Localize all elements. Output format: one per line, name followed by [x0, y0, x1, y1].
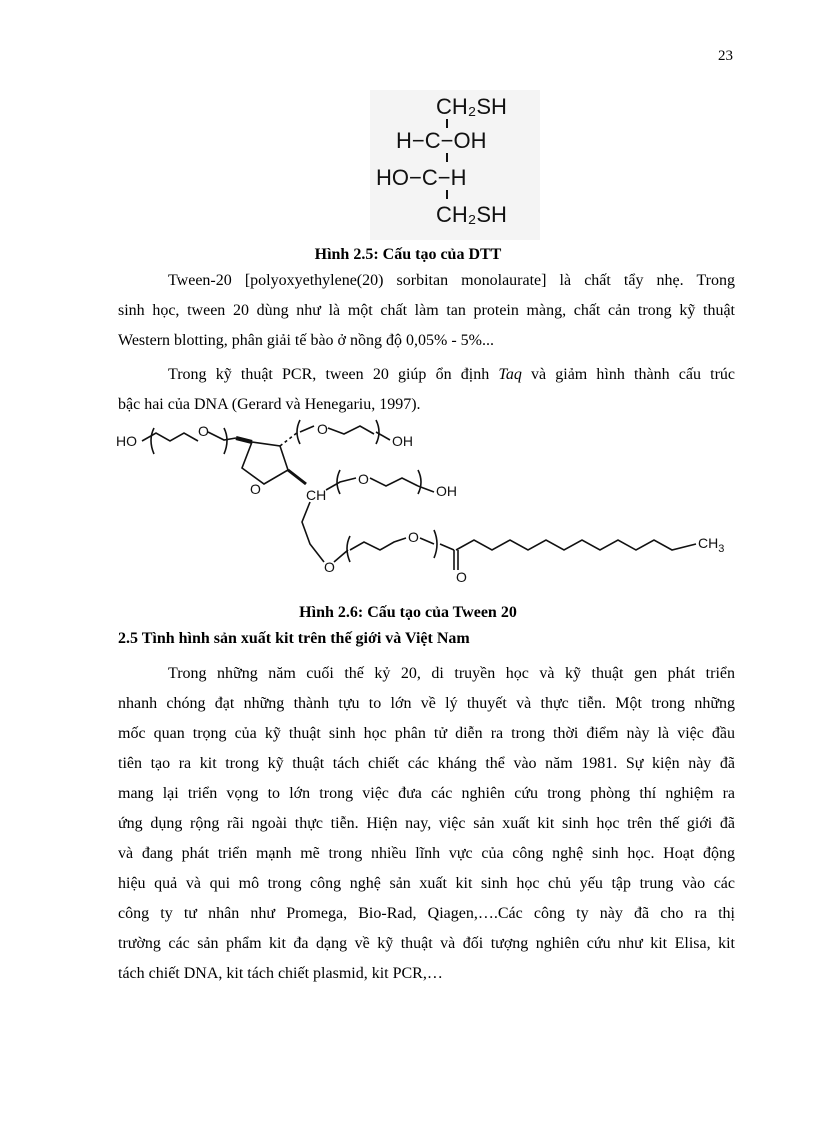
text-line: nhanh chóng đạt những thành tựu to lớn về lý thuyết và thực tiễn. Một trong những: [118, 695, 735, 712]
label-o: O: [317, 421, 328, 437]
label-oh-1: OH: [392, 433, 413, 449]
label-o: O: [250, 481, 261, 497]
dtt-row-1: CH₂SH: [436, 94, 507, 119]
text-line: bậc hai của DNA (Gerard và Henegariu, 1997).: [118, 396, 421, 413]
label-o: O: [358, 471, 369, 487]
text-line: Trong những năm cuối thế kỷ 20, di truyền học và kỹ thuật gen phát triển: [168, 665, 735, 682]
text-line: hiệu quả và qui mô trong công nghệ sản xuất kit sinh học chủ yếu tập trung vào các: [118, 875, 735, 892]
label-o: O: [456, 569, 467, 585]
label-o: O: [408, 529, 419, 545]
page-number: 23: [718, 48, 733, 64]
dtt-structure-figure: [370, 90, 540, 240]
text-line: và đang phát triển mạnh mẽ trong nhiều lĩnh vực của công nghệ sinh học. Hoạt động: [118, 845, 735, 862]
label-o: O: [198, 423, 209, 439]
tween20-structure-figure: [112, 412, 752, 592]
text-fragment: Trong kỹ thuật PCR, tween 20 giúp ổn định: [168, 366, 499, 383]
text-line: ứng dụng rộng rãi ngoài thực tiễn. Hiện nay, việc sản xuất kit sinh học trên thế giới đã: [118, 815, 735, 832]
section-heading: 2.5 Tình hình sản xuất kit trên thế giới và Việt Nam: [118, 630, 470, 647]
label-ch3: [698, 535, 724, 555]
text-fragment: và giảm hình thành cấu trúc: [521, 366, 735, 383]
figure-2-5-caption: Hình 2.5: Cấu tạo của DTT: [314, 246, 502, 263]
paragraph-tween-intro: [118, 266, 735, 356]
text-line: mang lại triển vọng to lớn trong việc đưa các nghiên cứu trong phòng thí nghiệm ra: [118, 785, 735, 802]
text-line: Tween-20 [polyoxyethylene(20) sorbitan monolaurate] là chất tẩy nhẹ. Trong: [168, 272, 735, 289]
text-line: tiên tạo ra kit trong kỹ thuật tách chiết các kháng thể vào năm 1981. Sự kiện này đã: [118, 755, 735, 772]
text-line: mốc quan trọng của kỹ thuật sinh học phân tử diễn ra trong thời điểm này là việc đầu: [118, 725, 735, 742]
text-line: trường các sản phẩm kit đa dạng về kỹ thuật và đối tượng nghiên cứu như kit Elisa, kit: [118, 935, 735, 952]
figure-2-6-caption: Hình 2.6: Cấu tạo của Tween 20: [299, 604, 517, 621]
label-ho: HO: [116, 433, 137, 449]
label-o: O: [324, 559, 335, 575]
dtt-row-4: CH₂SH: [436, 202, 507, 227]
taq-italic: Taq: [498, 366, 522, 383]
text-line: sinh học, tween 20 dùng như là một chất làm tan protein màng, chất cản trong kỹ thuật: [118, 302, 735, 319]
text-line: tách chiết DNA, kit tách chiết plasmid, kit PCR,…: [118, 965, 443, 982]
label-ch: CH: [306, 487, 327, 503]
ch3-sub: 3: [718, 543, 725, 555]
text-line: Western blotting, phân giải tế bào ở nồng độ 0,05% - 5%...: [118, 332, 494, 349]
paragraph-pcr: [118, 360, 735, 420]
text-line: [118, 360, 735, 390]
dtt-row-2: H−C−OH: [396, 128, 487, 153]
label-oh-2: OH: [436, 483, 457, 499]
ch3-main: CH: [698, 535, 719, 551]
text-line: công ty tư nhân như Promega, Bio-Rad, Qiagen,….Các công ty này đã cho ra thị: [118, 905, 735, 922]
dtt-row-3: HO−C−H: [376, 165, 467, 190]
section-paragraph: [118, 659, 735, 989]
